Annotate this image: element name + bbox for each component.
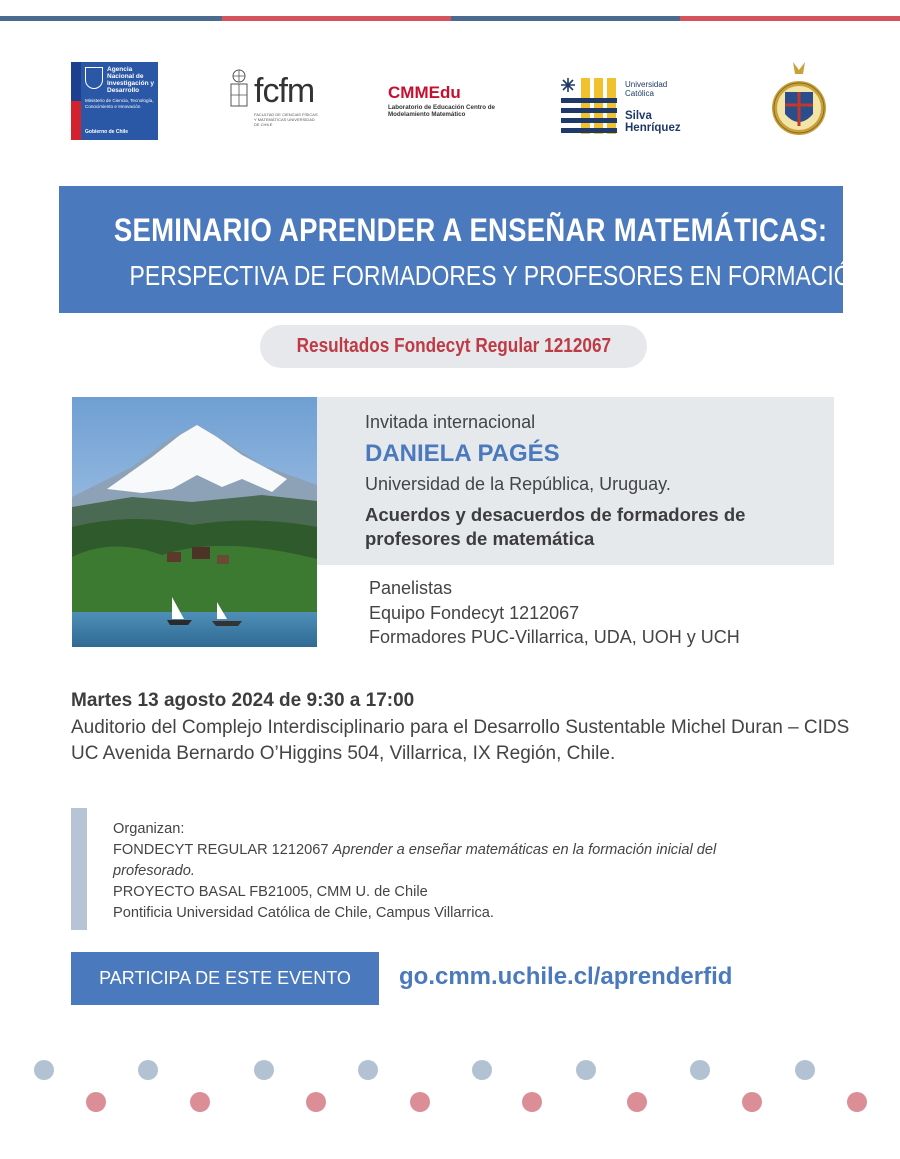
ucsh-bars-icon (561, 76, 617, 134)
puc-crest-icon (771, 60, 827, 142)
title-line-1: SEMINARIO APRENDER A ENSEÑAR MATEMÁTICAS: (113, 212, 828, 248)
fcfm-logo (228, 68, 320, 140)
event-date: Martes 13 agosto 2024 de 9:30 a 17:00 (71, 690, 415, 711)
dot-blue (358, 1060, 378, 1080)
event-url-link[interactable]: go.cmm.uchile.cl/aprenderfid (399, 963, 733, 990)
anid-logo (71, 62, 158, 140)
dot-blue (34, 1060, 54, 1080)
organizer-puc: Pontificia Universidad Católica de Chile, Campus Villarrica. (113, 905, 494, 921)
fcfm-crest-icon (228, 68, 250, 110)
organizer-fondecyt: FONDECYT REGULAR 1212067 Aprender a enseñar matemáticas en la formación inicial del profesorado. (113, 842, 717, 879)
dot-red (306, 1092, 326, 1112)
anid-logo-ministry: Ministerio de Ciencia, Tecnología, Conocimiento e Innovación (85, 98, 154, 109)
dot-blue (472, 1060, 492, 1080)
fondecyt-results-label: Resultados Fondecyt Regular 1212067 (296, 335, 611, 357)
top-stripe-4 (680, 16, 900, 21)
title-banner (59, 186, 869, 313)
dot-red (410, 1092, 430, 1112)
dot-red (522, 1092, 542, 1112)
cmmedu-logo (388, 84, 498, 134)
dot-blue (690, 1060, 710, 1080)
anid-logo-name: Agencia Nacional de Investigación y Desarrollo (107, 66, 154, 94)
dot-red (742, 1092, 762, 1112)
speaker-panel (317, 397, 834, 565)
organizers-label: Organizan: (113, 821, 185, 837)
event-place: Auditorio del Complejo Interdisciplinario para el Desarrollo Sustentable Michel Duran – CIDS UC Avenida Bernardo O’Higgins 504, Villarrica, IX Región, Chile. (71, 717, 850, 764)
organizers-block (113, 819, 793, 924)
top-stripe-2 (222, 16, 451, 21)
dot-blue (576, 1060, 596, 1080)
dot-red (627, 1092, 647, 1112)
fcfm-logo-subtitle: FACULTAD DE CIENCIAS FÍSICAS Y MATEMÁTICAS UNIVERSIDAD DE CHILE (254, 112, 318, 127)
panelists-block (369, 576, 740, 650)
dot-blue (795, 1060, 815, 1080)
organizer-basal: PROYECTO BASAL FB21005, CMM U. de Chile (113, 884, 428, 900)
top-stripe-3 (451, 16, 680, 21)
organizers-accent-bar (71, 808, 87, 930)
volcano-lake-photo (72, 397, 317, 647)
speaker-talk-title: Acuerdos y desacuerdos de formadores de profesores de matemática (365, 504, 746, 549)
panelists-line-2: Formadores PUC-Villarrica, UDA, UOH y UCH (369, 627, 740, 647)
top-stripe-1 (0, 16, 222, 21)
speaker-affiliation: Universidad de la República, Uruguay. (365, 474, 671, 494)
ucsh-logo (561, 76, 701, 136)
dot-blue (254, 1060, 274, 1080)
panelists-label: Panelistas (369, 578, 453, 598)
dot-blue (138, 1060, 158, 1080)
panelists-line-1: Equipo Fondecyt 1212067 (369, 602, 580, 623)
ucsh-logo-university: Universidad Católica (625, 80, 668, 98)
fcfm-logo-word: fcfm (254, 72, 315, 110)
cmmedu-logo-word: CMMEdu (388, 83, 461, 102)
fondecyt-results-pill (260, 325, 647, 368)
dot-red (190, 1092, 210, 1112)
title-line-2: PERSPECTIVA DE FORMADORES Y PROFESORES EN FORMACIÓN (129, 260, 869, 291)
dot-red (86, 1092, 106, 1112)
dot-red (847, 1092, 867, 1112)
chile-flag-icon (71, 62, 81, 140)
speaker-name: DANIELA PAGÉS (365, 440, 560, 467)
ucsh-logo-name: Silva Henríquez (625, 110, 681, 134)
cmmedu-logo-subtitle: Laboratorio de Educación Centro de Modelamiento Matemático (388, 104, 495, 118)
participate-button[interactable]: PARTICIPA DE ESTE EVENTO (71, 952, 379, 1005)
anid-logo-footer: Gobierno de Chile (85, 129, 129, 135)
speaker-label: Invitada internacional (365, 412, 536, 432)
shield-icon (85, 67, 103, 89)
